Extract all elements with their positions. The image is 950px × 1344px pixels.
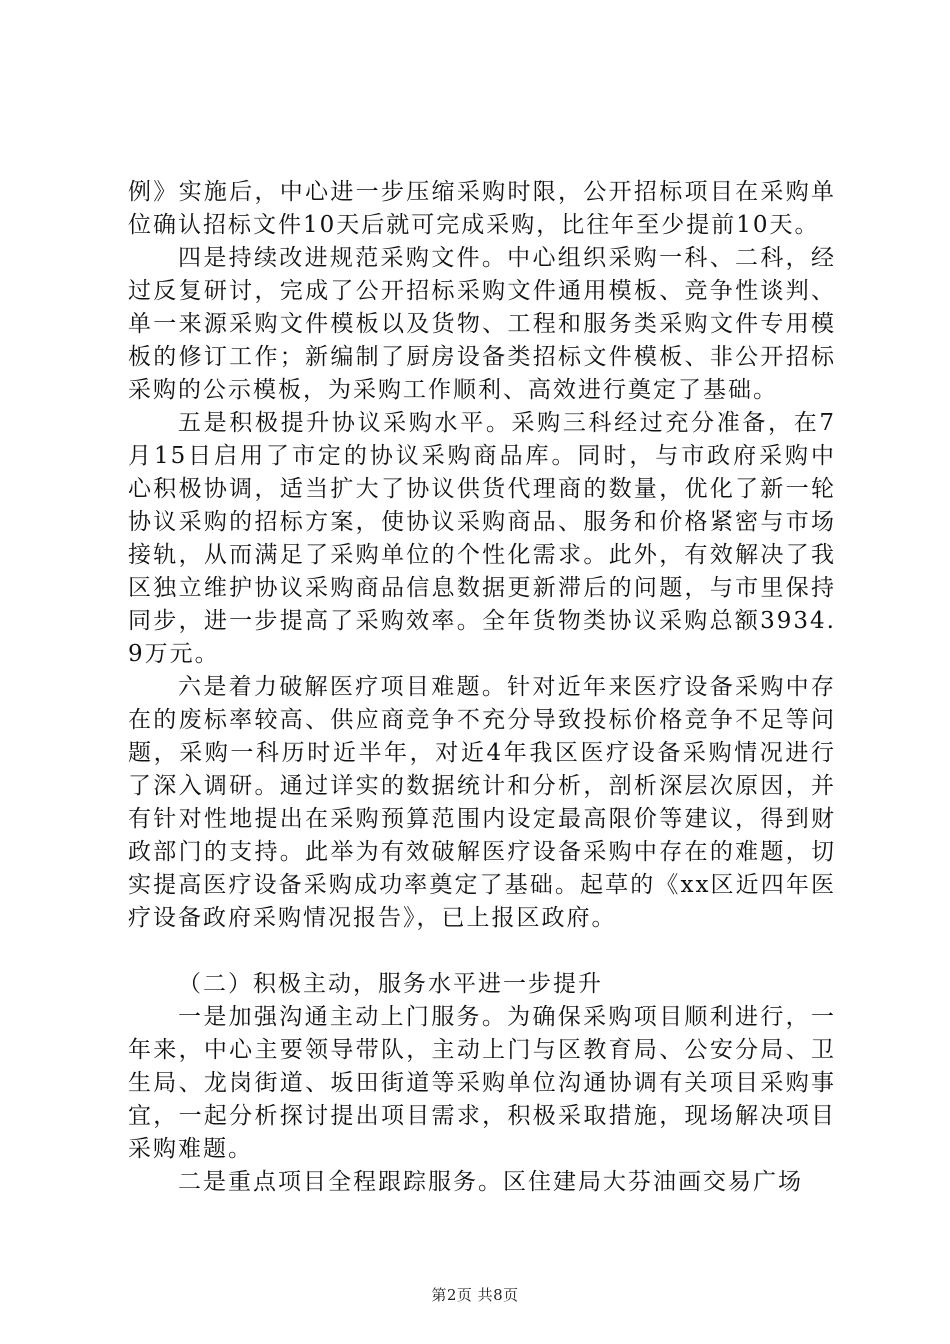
document-body <box>128 176 836 1199</box>
paragraph-item-5: 五是积极提升协议采购水平。采购三科经过充分准备，在7月15日启用了市定的协议采购商品库。同时，与市政府采购中心积极协调，适当扩大了协议供货代理商的数量，优化了新一轮协议采购的招标方案，使协议采购商品、服务和价格紧密与市场接轨，从而满足了采购单位的个性化需求。此外，有效解决了我区独立维护协议采购商品信息数据更新滞后的问题，与市里保持同步，进一步提高了采购效率。全年货物类协议采购总额3934.9万元。 <box>128 410 836 667</box>
paragraph-item-4: 四是持续改进规范采购文件。中心组织采购一科、二科，经过反复研讨，完成了公开招标采购文件通用模板、竞争性谈判、单一来源采购文件模板以及货物、工程和服务类采购文件专用模板的修订工作；新编制了厨房设备类招标文件模板、非公开招标采购的公示模板，为采购工作顺利、高效进行奠定了基础。 <box>128 245 836 403</box>
paragraph-item-1: 一是加强沟通主动上门服务。为确保采购项目顺利进行，一年来，中心主要领导带队，主动上门与区教育局、公安分局、卫生局、龙岗街道、坂田街道等采购单位沟通协调有关项目采购事宜，一起分析探讨提出项目需求，积极采取措施，现场解决项目采购难题。 <box>128 1004 836 1162</box>
paragraph-item-2: 二是重点项目全程跟踪服务。区住建局大芬油画交易广场 <box>178 1169 803 1195</box>
page-footer: 第2页 共8页 <box>431 1286 519 1304</box>
section-heading: （二）积极主动，服务水平进一步提升 <box>178 971 603 997</box>
paragraph-continuation: 例》实施后，中心进一步压缩采购时限，公开招标项目在采购单位确认招标文件10天后就可完成采购，比往年至少提前10天。 <box>128 179 836 238</box>
paragraph-item-6: 六是着力破解医疗项目难题。针对近年来医疗设备采购中存在的废标率较高、供应商竞争不充分导致投标价格竞争不足等问题，采购一科历时近半年，对近4年我区医疗设备采购情况进行了深入调研。通过详实的数据统计和分析，剖析深层次原因，并有针对性地提出在采购预算范围内设定最高限价等建议，得到财政部门的支持。此举为有效破解医疗设备采购中存在的难题，切实提高医疗设备采购成功率奠定了基础。起草的《xx区近四年医疗设备政府采购情况报告》，已上报区政府。 <box>128 674 836 931</box>
